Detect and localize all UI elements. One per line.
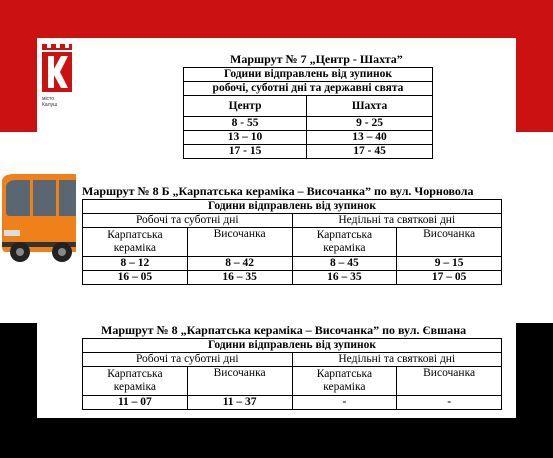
route8-header: Години відправлень від зупинок — [83, 339, 502, 353]
table-cell: 8 – 45 — [292, 257, 397, 271]
route8b-col-karpatska: Карпатська кераміка — [292, 228, 397, 257]
table-cell: 16 – 35 — [292, 271, 397, 285]
route8-title: Маршрут № 8 „Карпатська кераміка – Височанка” по вул. Євшана — [101, 323, 467, 337]
logo-caption — [42, 96, 57, 108]
route8-group-holidays: Недільні та святкові дні — [292, 353, 502, 367]
table-cell: 8 – 12 — [83, 257, 188, 271]
route8b-col-vysochanka: Височанка — [187, 228, 292, 257]
route8b-header: Години відправлень від зупинок — [83, 200, 502, 214]
table-cell: 13 – 10 — [184, 131, 307, 145]
route7-table — [183, 67, 433, 159]
table-cell: 8 - 55 — [184, 117, 307, 131]
route7-col-shakhta: Шахта — [307, 96, 433, 117]
bus-icon — [0, 172, 78, 264]
table-cell: 11 – 07 — [83, 396, 188, 410]
route8-group-workdays: Робочі та суботні дні — [83, 353, 293, 367]
route8-col-karpatska: Карпатська кераміка — [292, 367, 397, 396]
table-cell: - — [292, 396, 397, 410]
table-cell: - — [397, 396, 502, 410]
route8-table — [82, 338, 502, 410]
route7-title: Маршрут № 7 „Центр - Шахта” — [230, 52, 403, 66]
table-cell: 17 - 45 — [307, 145, 433, 159]
route8-col-karpatska: Карпатська кераміка — [83, 367, 188, 396]
table-cell: 8 – 42 — [187, 257, 292, 271]
table-cell: 16 – 35 — [187, 271, 292, 285]
route8b-group-workdays: Робочі та суботні дні — [83, 214, 293, 228]
table-cell: 9 - 25 — [307, 117, 433, 131]
table-cell: 9 – 15 — [397, 257, 502, 271]
logo-caption-line1: місто — [42, 96, 55, 102]
route8-col-vysochanka: Височанка — [187, 367, 292, 396]
route7-header: Години відправлень від зупинок — [184, 68, 433, 82]
route7-col-center: Центр — [184, 96, 307, 117]
route8b-group-holidays: Недільні та святкові дні — [292, 214, 502, 228]
route8b-title: Маршрут № 8 Б „Карпатська кераміка – Височанка” по вул. Чорновола — [82, 184, 474, 198]
table-cell: 11 – 37 — [187, 396, 292, 410]
table-cell: 16 – 05 — [83, 271, 188, 285]
route8-col-vysochanka: Височанка — [397, 367, 502, 396]
table-cell: 17 - 15 — [184, 145, 307, 159]
route8b-col-karpatska: Карпатська кераміка — [83, 228, 188, 257]
table-cell: 13 – 40 — [307, 131, 433, 145]
table-cell: 17 – 05 — [397, 271, 502, 285]
route8b-table — [82, 199, 502, 285]
route8b-col-vysochanka: Височанка — [397, 228, 502, 257]
route7-subheader: робочі, суботні дні та державні свята — [184, 82, 433, 96]
logo-caption-line2: Калуш — [42, 102, 58, 108]
